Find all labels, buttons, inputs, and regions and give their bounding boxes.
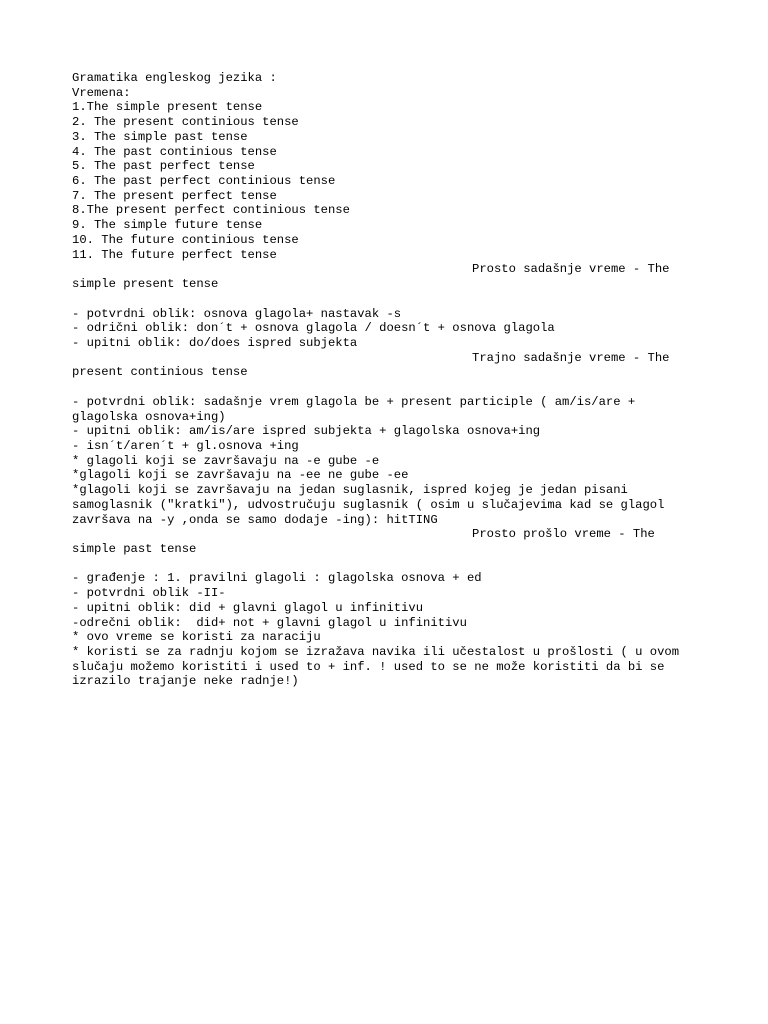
section-line <box>72 292 732 307</box>
section-simple-present <box>72 262 732 350</box>
tense-list-item: 4. The past continious tense <box>72 144 277 159</box>
section-line: * glagoli koji se završavaju na -e gube -e <box>72 453 380 468</box>
section-line: završava na -y ,onda se samo dodaje -ing): hitTING <box>72 512 438 527</box>
section-line: slučaju možemo koristiti i used to + inf. ! used to se ne može koristiti da bi se <box>72 659 665 674</box>
tense-list <box>72 100 732 262</box>
section-heading-continuation: simple present tense <box>72 277 219 292</box>
section-line: -odrečni oblik: did+ not + glavni glagol u infinitivu <box>72 615 467 630</box>
tense-list-item: 10. The future continious tense <box>72 232 299 247</box>
section-line: * koristi se za radnju kojom se izražava navika ili učestalost u prošlosti ( u ovom <box>72 645 680 660</box>
section-heading-continuation: simple past tense <box>72 542 197 556</box>
document-page <box>72 71 732 689</box>
section-line: - potvrdni oblik: sadašnje vrem glagola be + present participle ( am/is/are + <box>72 394 636 409</box>
section-heading: Prosto prošlo vreme - The <box>472 527 655 542</box>
section-line: samoglasnik ("kratki"), udvostručuju suglasnik ( osim u slučajevima kad se glagol <box>72 497 665 512</box>
section-line: glagolska osnova+ing) <box>72 409 226 424</box>
section-line: - građenje : 1. pravilni glagoli : glagolska osnova + ed <box>72 571 482 586</box>
section-line: *glagoli koji se završavaju na -ee ne gube -ee <box>72 468 409 483</box>
section-heading: Prosto sadašnje vreme - The <box>472 262 670 277</box>
section-line: - odrični oblik: don´t + osnova glagola / doesn´t + osnova glagola <box>72 321 555 336</box>
section-present-continuous <box>72 351 732 528</box>
tense-list-item: 7. The present perfect tense <box>72 188 277 203</box>
section-line <box>72 557 732 572</box>
tense-list-item: 6. The past perfect continious tense <box>72 174 336 189</box>
section-line: - isn´t/aren´t + gl.osnova +ing <box>72 438 299 453</box>
tense-list-item: 8.The present perfect continious tense <box>72 203 350 218</box>
section-line: * ovo vreme se koristi za naraciju <box>72 630 321 645</box>
section-line: - upitni oblik: did + glavni glagol u infinitivu <box>72 600 424 615</box>
section-line <box>72 380 732 395</box>
tense-list-item: 1.The simple present tense <box>72 100 263 115</box>
tense-list-item: 3. The simple past tense <box>72 129 248 144</box>
document-subtitle: Vremena: <box>72 85 131 100</box>
section-line: - upitni oblik: am/is/are ispred subjekta + glagolska osnova+ing <box>72 424 541 439</box>
tense-list-item: 5. The past perfect tense <box>72 159 255 174</box>
tense-list-item: 11. The future perfect tense <box>72 247 277 262</box>
section-line: - potvrdni oblik: osnova glagola+ nastavak -s <box>72 306 402 321</box>
document-title: Gramatika engleskog jezika : <box>72 71 277 85</box>
section-heading-continuation: present continious tense <box>72 365 248 380</box>
section-line: - potvrdni oblik -II- <box>72 586 226 601</box>
section-heading: Trajno sadašnje vreme - The <box>472 350 670 365</box>
section-line: *glagoli koji se završavaju na jedan suglasnik, ispred kojeg je jedan pisani <box>72 483 628 498</box>
section-simple-past <box>72 527 732 689</box>
section-line: - upitni oblik: do/does ispred subjekta <box>72 335 358 350</box>
tense-list-item: 9. The simple future tense <box>72 218 263 233</box>
tense-list-item: 2. The present continious tense <box>72 115 299 130</box>
section-line: izrazilo trajanje neke radnje!) <box>72 674 299 689</box>
